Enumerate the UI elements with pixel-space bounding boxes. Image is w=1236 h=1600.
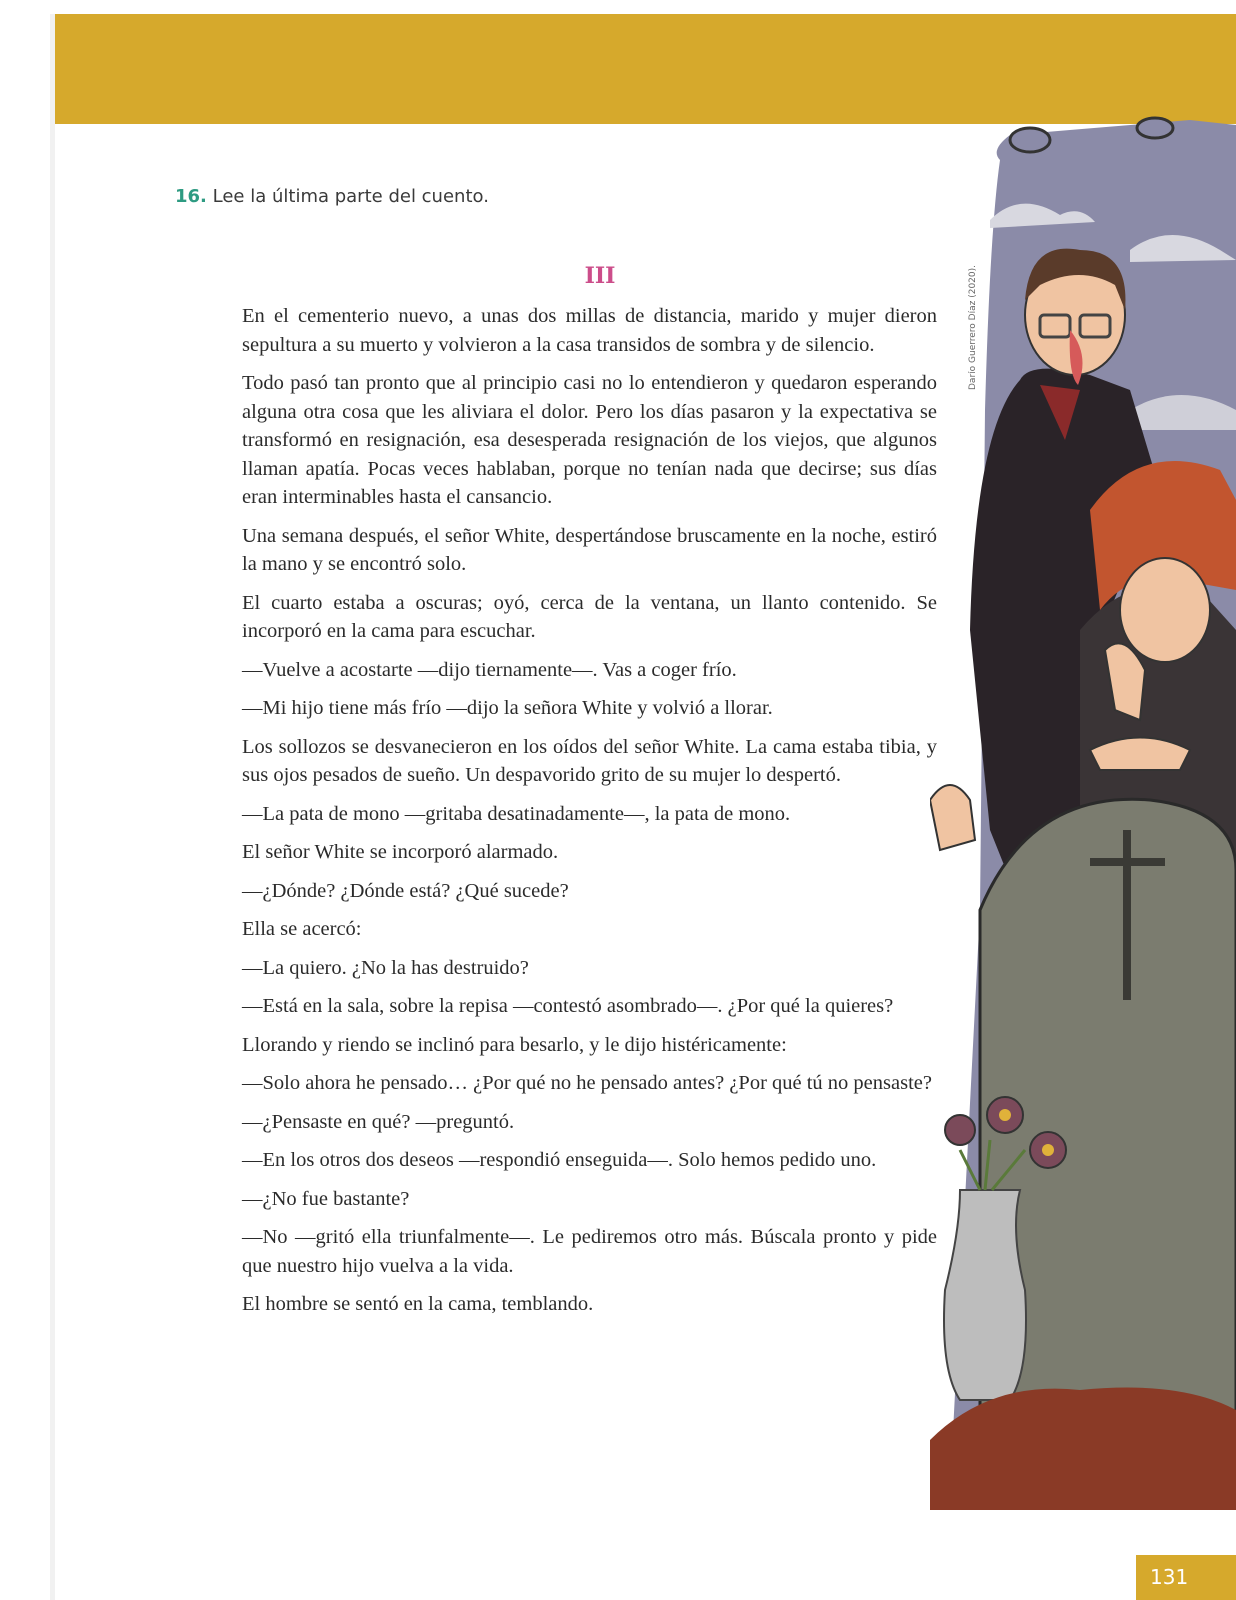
- header-band: [55, 14, 1236, 124]
- paragraph: Una semana después, el señor White, despertándose bruscamente en la noche, estiró la mano y se encontró solo.: [242, 524, 937, 575]
- stone-shape: [1137, 118, 1173, 138]
- man-hand: [930, 785, 975, 850]
- page-number: 131: [1150, 1565, 1189, 1589]
- paragraph: —Solo ahora he pensado… ¿Por qué no he pensado antes? ¿Por qué tú no pensaste?: [242, 1072, 932, 1094]
- cross-horizontal: [1090, 858, 1165, 866]
- flower: [945, 1115, 975, 1145]
- paragraph: Llorando y riendo se inclinó para besarlo, y le dijo histéricamente:: [242, 1033, 787, 1056]
- section-title: III: [584, 263, 616, 289]
- paragraph: El señor White se incorporó alarmado.: [242, 841, 559, 863]
- page-edge: [50, 14, 55, 1600]
- activity-number: 16.: [175, 186, 207, 207]
- stone-shape: [1010, 128, 1050, 152]
- tombstone: [980, 799, 1236, 1490]
- vase: [944, 1190, 1026, 1400]
- activity-instruction: [175, 186, 489, 207]
- paragraph: —¿No fue bastante?: [242, 1187, 410, 1210]
- story-text: [242, 302, 937, 1329]
- cross-vertical: [1123, 830, 1131, 1000]
- paragraph: En el cementerio nuevo, a unas dos millas de distancia, marido y mujer dieron sepultura a su muerto y volvieron a la casa transidos de sombra y de silencio.: [242, 305, 937, 356]
- woman-face: [1120, 558, 1210, 662]
- paragraph: —¿Pensaste en qué? —preguntó.: [242, 1110, 515, 1133]
- paragraph: —Está en la sala, sobre la repisa —contestó asombrado—. ¿Por qué la quieres?: [242, 995, 894, 1017]
- paragraph: —Vuelve a acostarte —dijo tiernamente—. Vas a coger frío.: [242, 658, 737, 681]
- paragraph: Todo pasó tan pronto que al principio casi no lo entendieron y quedaron esperando alguna otra cosa que les aliviara el dolor. Pero los días pasaron y la expectativa se transformó en resignación, esa desesperada resignación de los viejos, que algunos llaman apatía. Pocas veces hablaban, porque no tenían nada que decirse; sus días eran interminables hasta el cansancio.: [242, 372, 937, 508]
- paragraph: Los sollozos se desvanecieron en los oídos del señor White. La cama estaba tibia, y sus ojos pesados de sueño. Un despavorido grito de su mujer lo despertó.: [242, 735, 937, 786]
- activity-text: la última parte del cuento.: [244, 186, 489, 207]
- paragraph: El hombre se sentó en la cama, temblando.: [242, 1293, 594, 1315]
- paragraph: —¿Dónde? ¿Dónde está? ¿Qué sucede?: [242, 879, 569, 902]
- illustration-credit: Darío Guerrero Díaz (2020).: [968, 265, 978, 390]
- paragraph: Ella se acercó:: [242, 918, 362, 940]
- paragraph: —Mi hijo tiene más frío —dijo la señora White y volvió a llorar.: [242, 697, 773, 719]
- flower: [1042, 1144, 1054, 1156]
- paragraph: —En los otros dos deseos —respondió enseguida—. Solo hemos pedido uno.: [242, 1149, 877, 1171]
- activity-verb: Lee: [212, 186, 245, 207]
- paragraph: El cuarto estaba a oscuras; oyó, cerca de la ventana, un llanto contenido. Se incorporó en la cama para escuchar.: [242, 591, 937, 642]
- paragraph: —No —gritó ella triunfalmente—. Le pediremos otro más. Búscala pronto y pide que nuestro hijo vuelva a la vida.: [242, 1226, 937, 1277]
- paragraph: —La quiero. ¿No la has destruido?: [242, 956, 529, 979]
- paragraph: —La pata de mono —gritaba desatinadamente—, la pata de mono.: [242, 802, 791, 825]
- flower: [999, 1109, 1011, 1121]
